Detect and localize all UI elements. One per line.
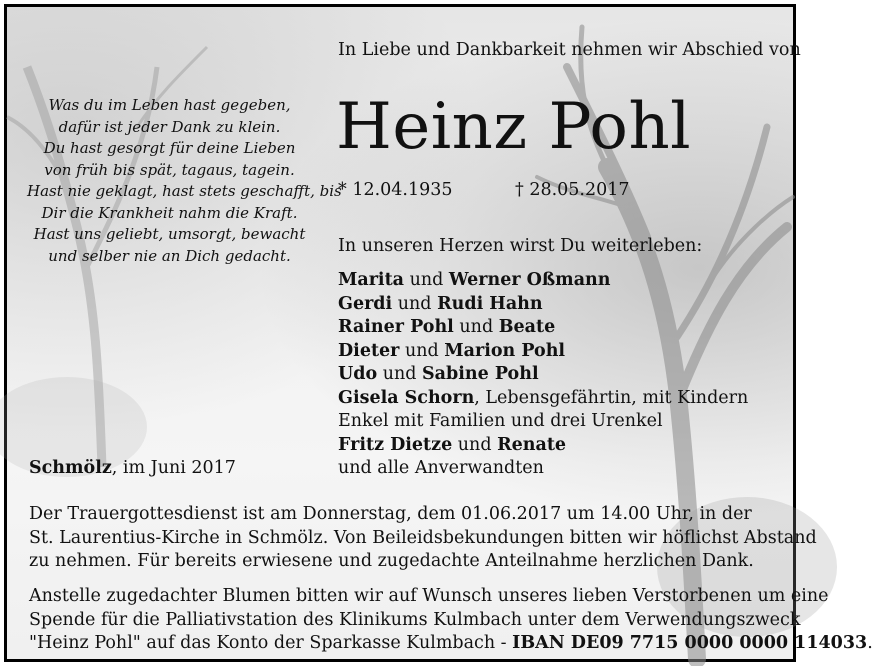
service-line: Der Trauergottesdienst ist am Donnerstag, dem 01.06.2017 um 14.00 Uhr, in der — [29, 504, 752, 524]
poem-line: Was du im Leben hast gegeben, — [48, 96, 291, 114]
donation-paragraph — [29, 585, 873, 656]
mourners-list — [338, 269, 748, 481]
poem-line: dafür ist jeder Dank zu klein. — [58, 117, 281, 136]
remembrance-line: In unseren Herzen wirst Du weiterleben: — [338, 236, 703, 256]
mourner-line: Gerdi und Rudi Hahn — [338, 293, 543, 314]
service-line: zu nehmen. Für bereits erwiesene und zugedachte Anteilnahme herzlichen Dank. — [29, 551, 754, 571]
iban: IBAN DE09 7715 0000 0000 114033 — [512, 633, 868, 653]
place-date: Schmölz, im Juni 2017 — [29, 458, 236, 478]
mourner-line: und alle Anverwandten — [338, 458, 544, 478]
poem-line: Hast nie geklagt, hast stets geschafft, bis — [27, 182, 342, 200]
mourner-line: Enkel mit Familien und drei Urenkel — [338, 411, 663, 431]
donation-line: Anstelle zugedachter Blumen bitten wir auf Wunsch unseres lieben Verstorbenen um eine — [29, 586, 829, 606]
poem-line: und selber nie an Dich gedacht. — [48, 246, 291, 265]
donation-line: "Heinz Pohl" auf das Konto der Sparkasse Kulmbach - IBAN DE09 7715 0000 0000 114033. — [29, 633, 873, 653]
mourner-line: Gisela Schorn, Lebensgefährtin, mit Kindern — [338, 387, 749, 408]
poem-line: Dir die Krankheit nahm die Kraft. — [41, 203, 298, 222]
donation-line: Spende für die Palliativstation des Klinikums Kulmbach unter dem Verwendungszweck — [29, 609, 801, 630]
service-line: St. Laurentius-Kirche in Schmölz. Von Beileidsbekundungen bitten wir höflichst Abstand — [29, 527, 817, 548]
mourner-line: Dieter und Marion Pohl — [338, 340, 566, 361]
mourner-line: Rainer Pohl und Beate — [338, 317, 556, 337]
birth-date: * 12.04.1935 — [338, 180, 453, 200]
mourner-line: Marita und Werner Oßmann — [338, 270, 611, 290]
poem — [27, 95, 342, 267]
mourner-line: Fritz Dietze und Renate — [338, 434, 567, 455]
deceased-name: Heinz Pohl — [336, 90, 692, 164]
obituary-notice — [4, 4, 873, 662]
poem-line: Hast uns geliebt, umsorgt, bewacht — [33, 225, 306, 243]
intro-line: In Liebe und Dankbarkeit nehmen wir Abschied von — [338, 40, 801, 60]
death-date: † 28.05.2017 — [515, 180, 630, 200]
poem-line: von früh bis spät, tagaus, tagein. — [44, 160, 295, 179]
service-paragraph — [29, 503, 817, 574]
poem-line: Du hast gesorgt für deine Lieben — [43, 139, 296, 157]
mourner-line: Udo und Sabine Pohl — [338, 364, 539, 384]
